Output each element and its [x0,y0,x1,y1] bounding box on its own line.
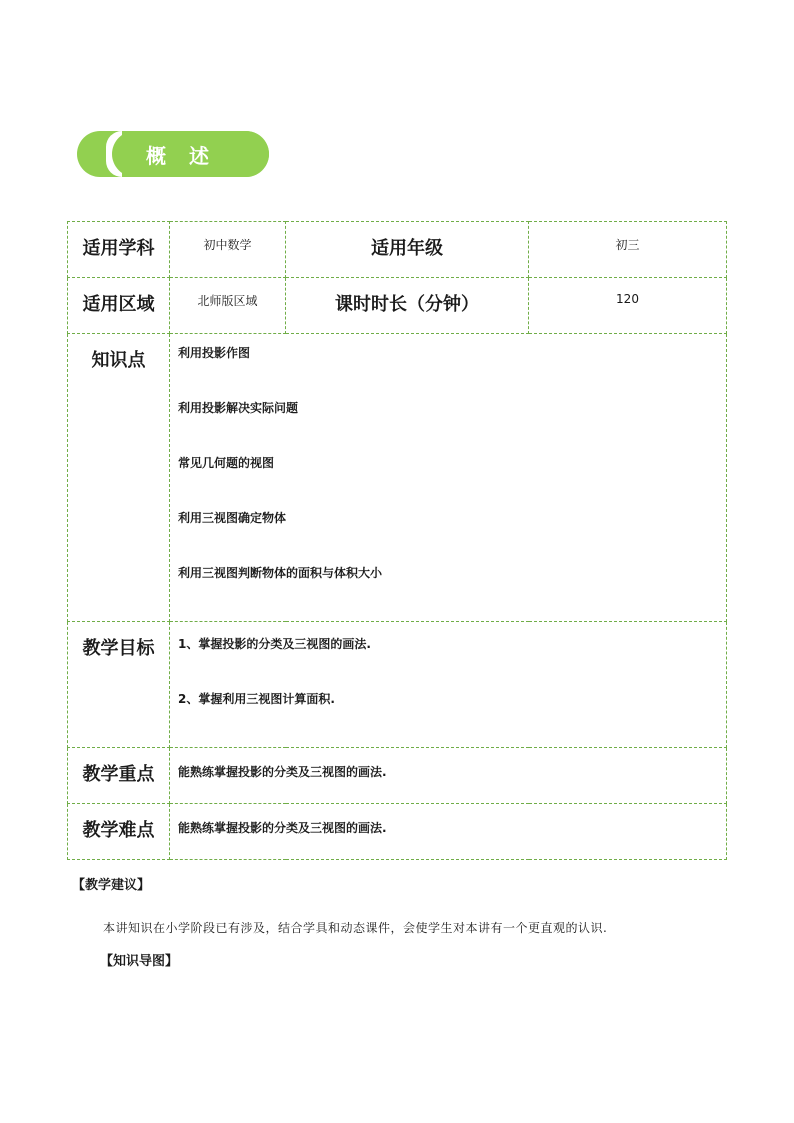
table-row [68,334,727,622]
list-item: 利用投影解决实际问题 [178,401,299,415]
duration-label: 课时时长（分钟） [335,294,479,315]
table-row [68,278,727,334]
grade-value: 初三 [615,238,640,252]
difficulty-label: 教学难点 [82,820,155,841]
knowledge-label-cell [68,334,170,622]
list-item: 常见几何题的视图 [178,456,275,470]
region-value: 北师版区域 [197,294,258,308]
key-label-cell [68,748,170,804]
list-item: 利用三视图判断物体的面积与体积大小 [178,566,383,580]
teaching-advice-text: 本讲知识在小学阶段已有涉及，结合学具和动态课件，会使学生对本讲有一个更直观的认识. [103,921,608,935]
difficulty-value: 能熟练掌握投影的分类及三视图的画法. [178,821,387,835]
knowledge-point-list [170,334,726,621]
table-row [68,748,727,804]
list-item: 1、掌握投影的分类及三视图的画法. [178,637,371,651]
goals-cell [170,622,727,748]
teaching-advice-heading: 【教学建议】 [72,878,151,893]
region-value-cell [170,278,286,334]
list-item: 利用三视图确定物体 [178,511,287,525]
table-row [68,622,727,748]
difficulty-label-cell [68,804,170,860]
grade-value-cell [529,222,727,278]
knowledge-points-cell [170,334,727,622]
goals-label: 教学目标 [82,638,155,659]
region-label: 适用区域 [82,294,155,315]
knowledge-label: 知识点 [91,350,146,371]
list-item: 利用投影作图 [178,346,251,360]
table-row [68,804,727,860]
overview-table [67,221,727,860]
grade-label-cell [286,222,529,278]
difficulty-value-cell [170,804,727,860]
goal-list [170,622,726,747]
section-pill [112,131,269,177]
subject-label: 适用学科 [82,238,155,259]
key-value-cell [170,748,727,804]
grade-label: 适用年级 [371,238,443,259]
list-item: 2、掌握利用三视图计算面积. [178,692,335,706]
duration-label-cell [286,278,529,334]
subject-value-cell [170,222,286,278]
key-label: 教学重点 [82,764,155,785]
subject-value: 初中数学 [203,238,252,252]
duration-value: 120 [616,292,639,306]
subject-label-cell [68,222,170,278]
duration-value-cell [529,278,727,334]
region-label-cell [68,278,170,334]
knowledge-map-heading: 【知识导图】 [100,954,179,969]
section-title: 概 述 [146,143,217,168]
key-value: 能熟练掌握投影的分类及三视图的画法. [178,765,387,779]
goals-label-cell [68,622,170,748]
table-row [68,222,727,278]
